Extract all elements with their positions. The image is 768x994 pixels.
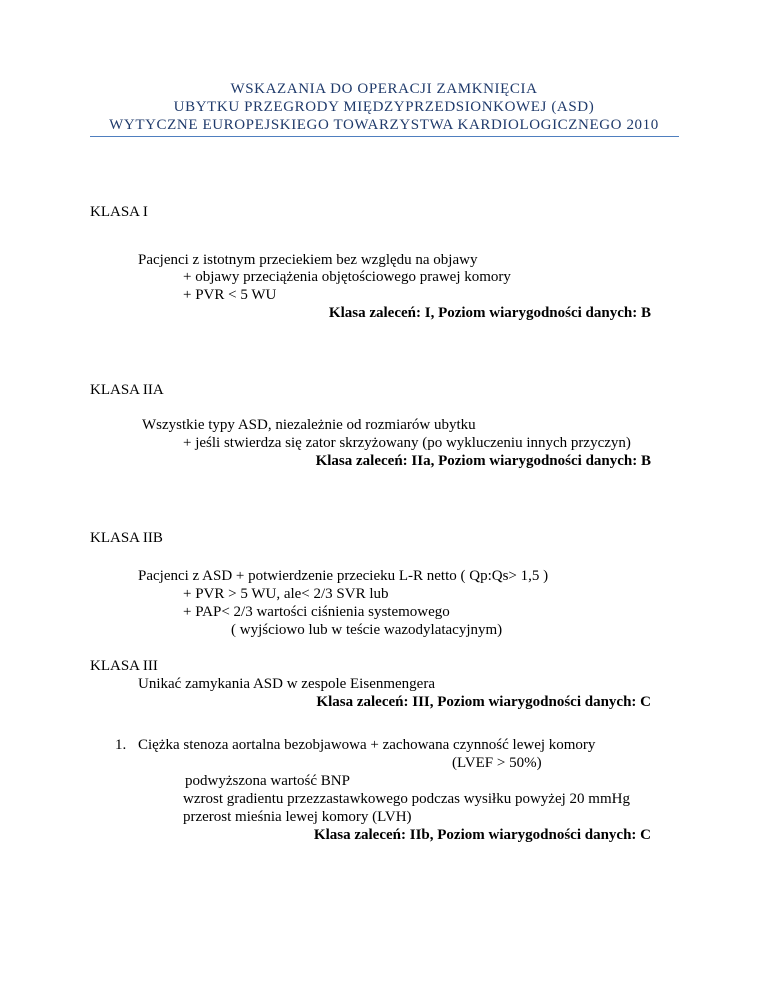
klasa-2b-line-1: Pacjenci z ASD + potwierdzenie przecieku L-R netto ( Qp:Qs> 1,5 ) bbox=[138, 568, 549, 584]
klasa-2b-heading: KLASA IIB bbox=[90, 530, 163, 546]
klasa-2a-heading: KLASA IIA bbox=[90, 382, 164, 398]
klasa-2a-line-1: Wszystkie typy ASD, niezależnie od rozmiarów ubytku bbox=[142, 417, 476, 433]
klasa-1-recommendation: Klasa zaleceń: I, Poziom wiarygodności danych: B bbox=[328, 305, 651, 321]
klasa-2b-line-3: + PAP< 2/3 wartości ciśnienia systemowego bbox=[183, 604, 450, 620]
title-divider bbox=[90, 136, 679, 137]
klasa-1-line-2: + objawy przeciążenia objętościowego prawej komory bbox=[183, 269, 511, 285]
klasa-3-recommendation: Klasa zaleceń: III, Poziom wiarygodności danych: C bbox=[316, 694, 651, 710]
klasa-1-line-3: + PVR < 5 WU bbox=[183, 287, 277, 303]
klasa-3-line-1: Unikać zamykania ASD w zespole Eisenmengera bbox=[138, 676, 435, 692]
item-1-recommendation: Klasa zaleceń: IIb, Poziom wiarygodności danych: C bbox=[313, 827, 651, 843]
item-1-line-3: podwyższona wartość BNP bbox=[185, 773, 350, 789]
item-1-line-4: wzrost gradientu przezzastawkowego podczas wysiłku powyżej 20 mmHg bbox=[183, 791, 630, 807]
klasa-2b-line-4: ( wyjściowo lub w teście wazodylatacyjnym) bbox=[231, 622, 503, 638]
item-1-line-5: przerost mieśnia lewej komory (LVH) bbox=[183, 809, 412, 825]
klasa-3-heading: KLASA III bbox=[90, 658, 158, 674]
item-1-number: 1. bbox=[115, 737, 127, 753]
klasa-1-heading: KLASA I bbox=[90, 204, 148, 220]
title-line-2: UBYTKU PRZEGRODY MIĘDZYPRZEDSIONKOWEJ (ASD) bbox=[173, 99, 595, 115]
klasa-2a-recommendation: Klasa zaleceń: IIa, Poziom wiarygodności danych: B bbox=[315, 453, 651, 469]
title-line-3: WYTYCZNE EUROPEJSKIEGO TOWARZYSTWA KARDIOLOGICZNEGO 2010 bbox=[109, 117, 659, 133]
item-1-line-1: Ciężka stenoza aortalna bezobjawowa + zachowana czynność lewej komory bbox=[138, 737, 596, 753]
klasa-1-line-1: Pacjenci z istotnym przeciekiem bez względu na objawy bbox=[138, 252, 478, 268]
item-1-line-2: (LVEF > 50%) bbox=[452, 755, 542, 771]
klasa-2a-line-2: + jeśli stwierdza się zator skrzyżowany (po wykluczeniu innych przyczyn) bbox=[183, 435, 631, 451]
title-line-1: WSKAZANIA DO OPERACJI ZAMKNIĘCIA bbox=[230, 81, 538, 97]
klasa-2b-line-2: + PVR > 5 WU, ale< 2/3 SVR lub bbox=[183, 586, 389, 602]
